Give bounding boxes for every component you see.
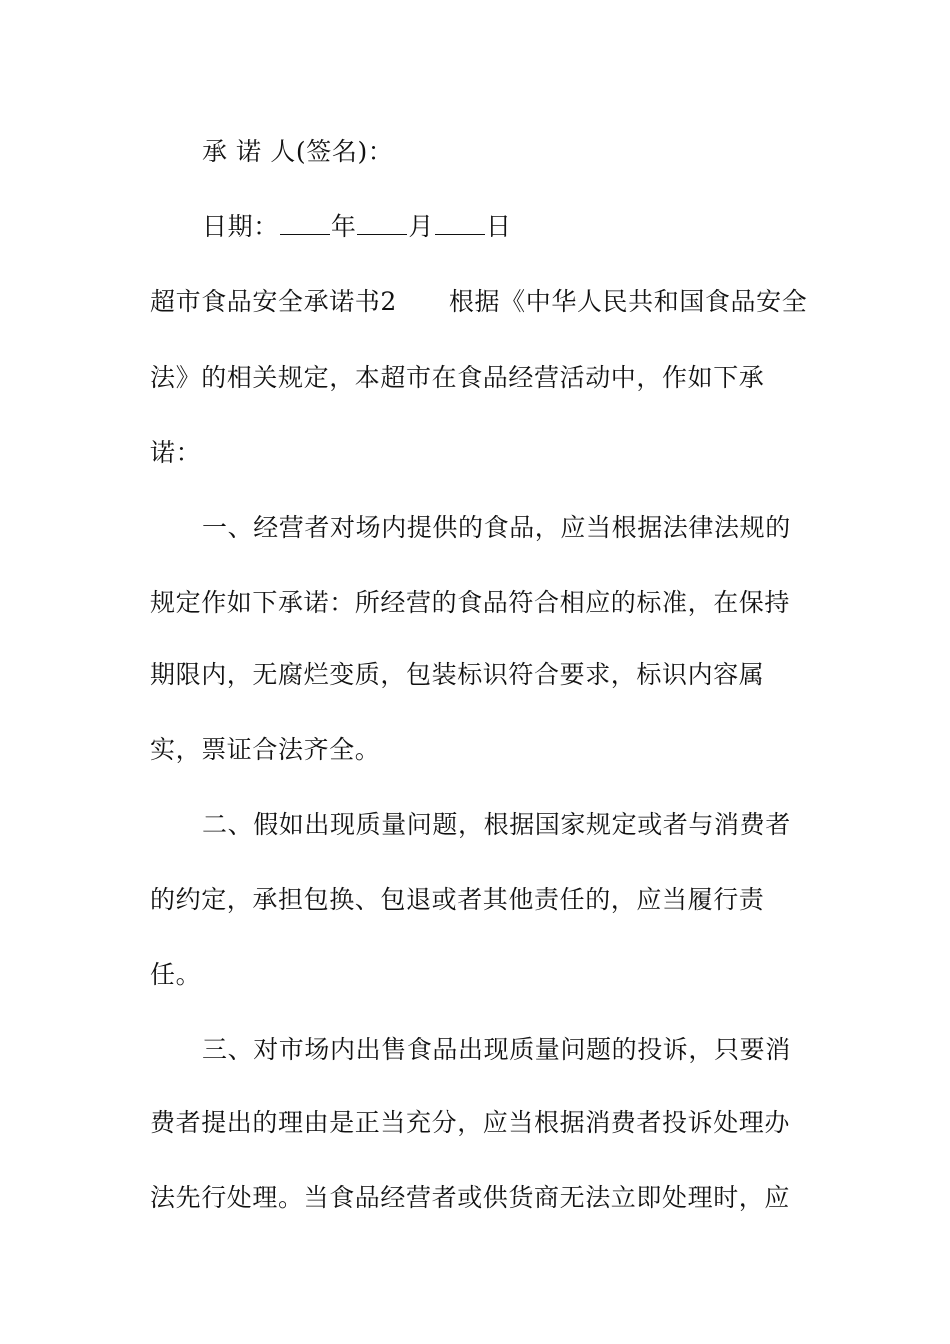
paragraph-line: 诺： — [150, 438, 202, 467]
paragraph-line: 二、假如出现质量问题，根据国家规定或者与消费者 — [202, 810, 791, 839]
paragraph-line: 法》的相关规定，本超市在食品经营活动中，作如下承 — [150, 363, 765, 392]
month-blank — [357, 210, 407, 235]
paragraph-line: 三、对市场内出售食品出现质量问题的投诉，只要消 — [202, 1035, 791, 1064]
paragraph-line: 的约定，承担包换、包退或者其他责任的，应当履行责 — [150, 885, 765, 914]
paragraph-line: 规定作如下承诺：所经营的食品符合相应的标准，在保持 — [150, 588, 791, 617]
paragraph-line: 根据《中华人民共和国食品安全 — [448, 287, 808, 316]
title-line — [150, 286, 807, 318]
signature-label: 承 诺 人(签名)： — [202, 137, 394, 166]
paragraph-line: 费者提出的理由是正当充分，应当根据消费者投诉处理办 — [150, 1108, 791, 1137]
paragraph-line: 法先行处理。当食品经营者或供货商无法立即处理时，应 — [150, 1183, 791, 1212]
date-label: 日期： — [202, 212, 279, 241]
year-blank — [280, 210, 330, 235]
paragraph-line: 实，票证合法齐全。 — [150, 735, 381, 764]
document-title: 超市食品安全承诺书2 — [150, 287, 397, 316]
year-label: 年 — [330, 212, 357, 241]
date-line — [202, 210, 512, 243]
day-blank — [435, 210, 485, 235]
day-label: 日 — [486, 212, 512, 241]
month-label: 月 — [408, 212, 435, 241]
signature-line — [202, 136, 393, 168]
paragraph-line: 期限内，无腐烂变质，包装标识符合要求，标识内容属 — [150, 660, 765, 689]
paragraph-line: 一、经营者对场内提供的食品，应当根据法律法规的 — [202, 513, 791, 542]
paragraph-line: 任。 — [150, 960, 202, 989]
